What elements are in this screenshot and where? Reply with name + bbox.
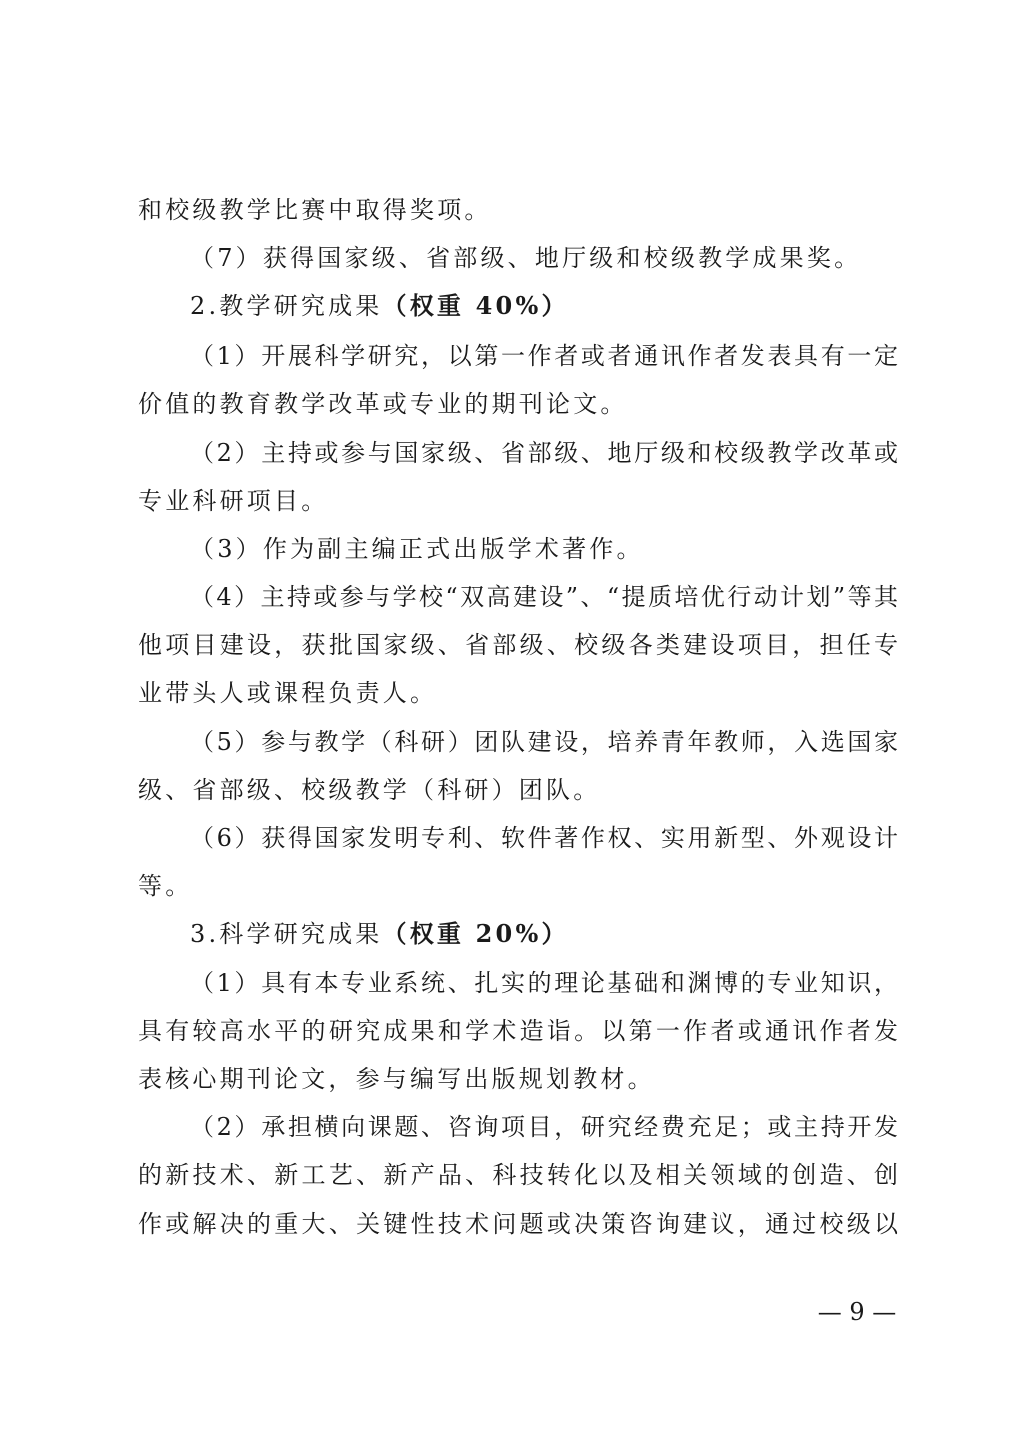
- heading-weight: （权重 40%）: [382, 291, 569, 320]
- paragraph-line: （1）具有本专业系统、扎实的理论基础和渊博的专业知识，: [190, 969, 898, 997]
- paragraph-line: （2）主持或参与国家级、省部级、地厅级和校级教学改革或: [190, 439, 898, 467]
- paragraph-line: 他项目建设，获批国家级、省部级、校级各类建设项目，担任专: [138, 631, 898, 659]
- paragraph-line: 专业科研项目。: [138, 487, 329, 515]
- section-heading-teaching-research: [190, 289, 898, 323]
- paragraph-line: 等。: [138, 872, 193, 900]
- paragraph-line: 级、省部级、校级教学（科研）团队。: [138, 776, 601, 804]
- paragraph-line: （6）获得国家发明专利、软件著作权、实用新型、外观设计: [190, 824, 898, 852]
- paragraph-line: （7）获得国家级、省部级、地厅级和校级教学成果奖。: [190, 244, 862, 272]
- paragraph-line: 表核心期刊论文，参与编写出版规划教材。: [138, 1065, 655, 1093]
- paragraph-line: 和校级教学比赛中取得奖项。: [138, 196, 492, 224]
- heading-weight: （权重 20%）: [382, 919, 569, 948]
- paragraph-line: 作或解决的重大、关键性技术问题或决策咨询建议，通过校级以: [138, 1210, 898, 1238]
- paragraph-line: 业带头人或课程负责人。: [138, 679, 438, 707]
- section-heading-scientific-research: [190, 917, 898, 951]
- paragraph-line: （2）承担横向课题、咨询项目，研究经费充足；或主持开发: [190, 1113, 898, 1141]
- page-number: — 9 —: [817, 1298, 897, 1326]
- paragraph-line: （5）参与教学（科研）团队建设，培养青年教师，入选国家: [190, 728, 898, 756]
- paragraph-line: （1）开展科学研究，以第一作者或者通讯作者发表具有一定: [190, 342, 898, 370]
- paragraph-line: （3）作为副主编正式出版学术著作。: [190, 535, 644, 563]
- heading-text: 3.科学研究成果: [190, 920, 383, 948]
- paragraph-line: 的新技术、新工艺、新产品、科技转化以及相关领域的创造、创: [138, 1161, 898, 1189]
- paragraph-line: 具有较高水平的研究成果和学术造诣。以第一作者或通讯作者发: [138, 1017, 898, 1045]
- paragraph-line: （4）主持或参与学校“双高建设”、“提质培优行动计划”等其: [190, 583, 898, 611]
- heading-text: 2.教学研究成果: [190, 292, 383, 320]
- paragraph-line: 价值的教育教学改革或专业的期刊论文。: [138, 390, 628, 418]
